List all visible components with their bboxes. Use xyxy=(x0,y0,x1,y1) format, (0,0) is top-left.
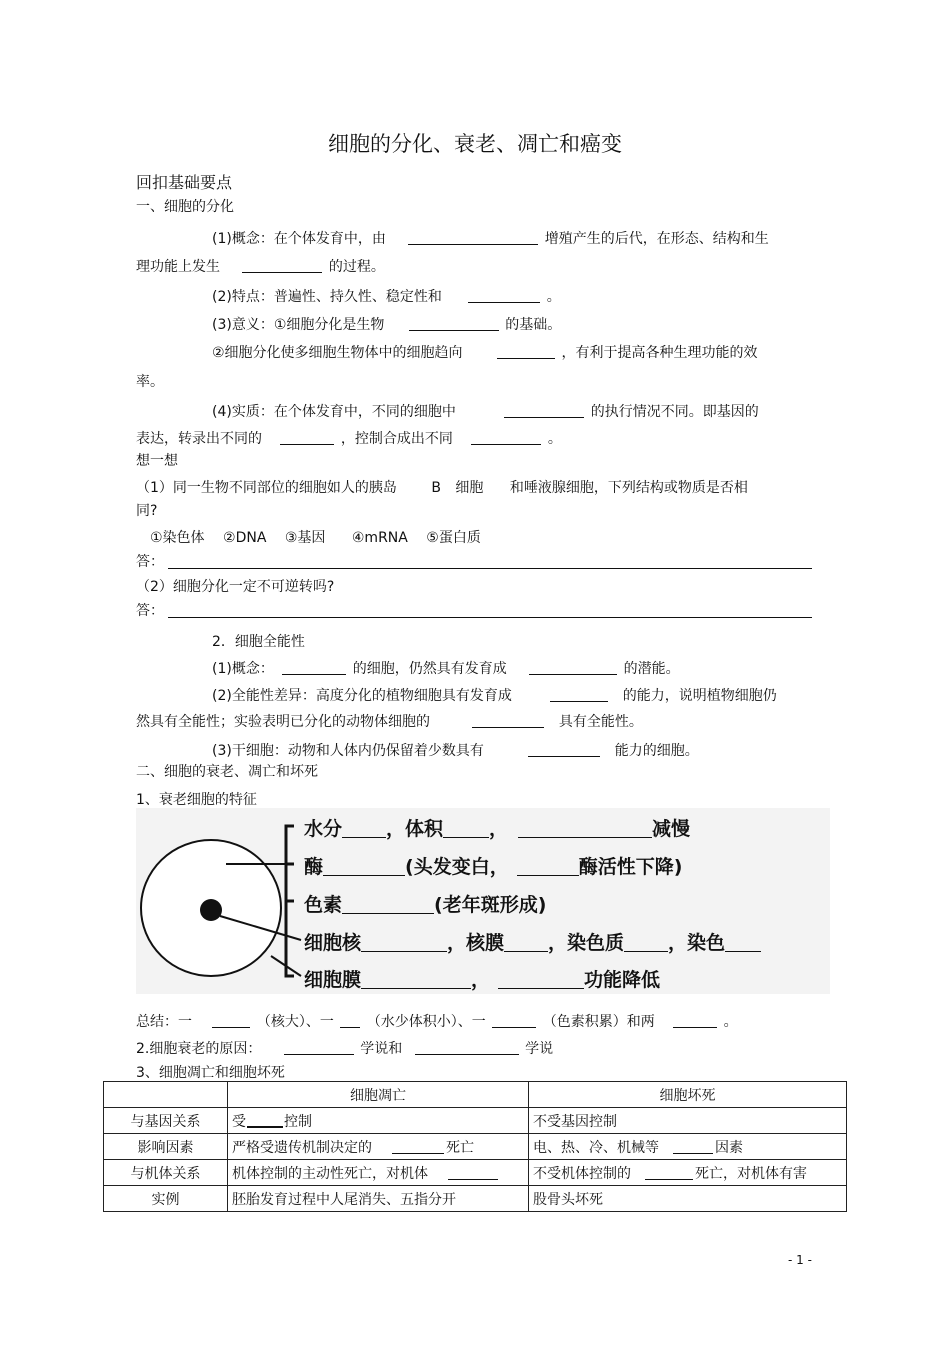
s3-heading: 二、细胞的衰老、凋亡和坏死 xyxy=(136,764,318,780)
cell-text: 死亡 xyxy=(446,1139,474,1156)
blank[interactable] xyxy=(212,1013,250,1028)
fig-r1-d: 减慢 xyxy=(652,818,691,840)
nucleus-shape xyxy=(200,899,222,921)
option-item: ⑤蛋白质 xyxy=(426,530,481,546)
apoptosis-necrosis-table xyxy=(103,1081,847,1212)
fig-r2-a: 酶 xyxy=(304,856,324,878)
think-q1-c: 细胞 xyxy=(455,480,484,496)
blank[interactable] xyxy=(518,819,652,838)
blank[interactable] xyxy=(448,1165,498,1180)
fig-r1-b: ，体积 xyxy=(386,818,444,840)
table-header-cell: 细胞坏死 xyxy=(529,1082,847,1108)
blank[interactable] xyxy=(517,857,579,876)
essence-line-1 xyxy=(212,401,759,421)
fig-r3-a: 色素 xyxy=(304,894,343,916)
blank[interactable] xyxy=(529,660,617,675)
feature-text-a: (2)特点：普遍性、持久性、稳定性和 xyxy=(212,289,442,305)
table-header-cell xyxy=(104,1082,228,1108)
essence-text-e: 。 xyxy=(547,431,562,447)
blank[interactable] xyxy=(528,742,600,757)
essence-line-2 xyxy=(136,428,562,448)
s2-stem xyxy=(212,740,699,760)
fig-r5-a: 细胞膜 xyxy=(304,969,362,991)
fig-r4-d: ，染色 xyxy=(668,932,726,954)
meaning2-text-a: ②细胞分化使多细胞生物体中的细胞趋向 xyxy=(212,345,463,361)
fig-r2-b: (头发变白， xyxy=(405,856,509,878)
blank[interactable] xyxy=(645,1165,693,1180)
cell-text: 受 xyxy=(232,1113,246,1130)
cell-text: 不受机体控制的 xyxy=(533,1165,631,1182)
summary-a: 总结：一 xyxy=(136,1014,192,1030)
summary-d: （色素积累）和两 xyxy=(542,1014,655,1030)
meaning-line-1 xyxy=(212,314,561,334)
blank[interactable] xyxy=(340,1013,360,1028)
meaning-line-2 xyxy=(212,342,757,362)
fig-r4-c: ，染色质 xyxy=(548,932,625,954)
necrosis-cell xyxy=(529,1160,847,1186)
blank[interactable] xyxy=(550,687,608,702)
think-q1-e: 同? xyxy=(136,503,158,519)
blank[interactable] xyxy=(342,895,434,914)
answer-label: 答： xyxy=(136,603,164,619)
section-main-heading: 回扣基础要点 xyxy=(136,173,233,192)
blank[interactable] xyxy=(725,933,761,952)
think-q1-d: 和唾液腺细胞，下列结构或物质是否相 xyxy=(509,480,748,496)
blank[interactable] xyxy=(323,857,405,876)
options-row xyxy=(150,527,481,547)
blank[interactable] xyxy=(361,933,447,952)
necrosis-cell xyxy=(529,1134,847,1160)
think-heading: 想一想 xyxy=(136,453,178,469)
fig-r4-a: 细胞核 xyxy=(304,932,362,954)
essence-text-b: 的执行情况不同。即基因的 xyxy=(590,404,759,420)
section-1-heading: 一、细胞的分化 xyxy=(136,199,234,215)
blank[interactable] xyxy=(280,430,334,445)
row-label: 与基因关系 xyxy=(104,1108,228,1134)
s2-c-c: 的潜能。 xyxy=(623,661,680,677)
concept-text-b: 增殖产生的后代，在形态、结构和生 xyxy=(544,231,769,247)
s2-concept xyxy=(212,658,680,678)
page-title: 细胞的分化、衰老、凋亡和癌变 xyxy=(328,132,622,156)
meaning2-text-b: ，有利于提高各种生理功能的效 xyxy=(561,345,758,361)
apoptosis-cell xyxy=(228,1160,529,1186)
blank[interactable] xyxy=(504,403,584,418)
fig-r5-b: ， xyxy=(471,969,491,991)
cell-text: 死亡，对机体有害 xyxy=(695,1165,807,1182)
fig-row-5 xyxy=(304,965,660,992)
cell-text: 胚胎发育过程中人尾消失、五指分开 xyxy=(232,1191,456,1208)
blank[interactable] xyxy=(492,1013,536,1028)
blank[interactable] xyxy=(247,1112,283,1128)
summary-c: （水少体积小）、一 xyxy=(366,1014,486,1030)
cell-text: 不受基因控制 xyxy=(533,1113,617,1130)
cell-text: 机体控制的主动性死亡，对机体 xyxy=(232,1165,428,1182)
table-row xyxy=(104,1160,847,1186)
blank[interactable] xyxy=(342,819,386,838)
summary-line xyxy=(136,1011,738,1031)
blank[interactable] xyxy=(673,1013,717,1028)
blank[interactable] xyxy=(497,344,555,359)
option-item: ②DNA xyxy=(223,530,267,546)
fig-r5-c: 功能降低 xyxy=(584,969,661,991)
think-q1 xyxy=(136,477,748,497)
fig-r2-c: 酶活性下降) xyxy=(578,856,683,878)
table-header-cell: 细胞凋亡 xyxy=(228,1082,529,1108)
blank[interactable] xyxy=(498,970,584,989)
s2-d-b: 的能力，说明植物细胞仍 xyxy=(622,688,777,704)
option-item: ④mRNA xyxy=(351,530,408,546)
blank[interactable] xyxy=(392,1139,444,1154)
option-item: ③基因 xyxy=(284,530,326,546)
concept-text-c: 理功能上发生 xyxy=(136,259,220,275)
s3-sub1: 1、衰老细胞的特征 xyxy=(136,792,257,808)
cause-c: 学说 xyxy=(525,1041,554,1057)
row-label: 与机体关系 xyxy=(104,1160,228,1186)
blank[interactable] xyxy=(408,230,538,245)
s2-c-a: (1)概念： xyxy=(212,661,274,677)
blank[interactable] xyxy=(415,1040,519,1055)
concept-line-2 xyxy=(136,256,385,276)
fig-row-2 xyxy=(304,852,682,879)
s2-diff-line-1 xyxy=(212,685,777,705)
think-q1-b: B xyxy=(431,480,441,496)
think-q1-a: （1）同一生物不同部位的细胞如人的胰岛 xyxy=(136,480,397,496)
answer-label: 答： xyxy=(136,554,164,570)
meaning-text-a: (3)意义：①细胞分化是生物 xyxy=(212,317,385,333)
cause-a: 2.细胞衰老的原因： xyxy=(136,1041,262,1057)
fig-r3-b: (老年斑形成) xyxy=(434,894,547,916)
blank[interactable] xyxy=(504,933,548,952)
concept-text-a: (1)概念：在个体发育中，由 xyxy=(212,231,386,247)
answer-line[interactable] xyxy=(168,568,812,569)
s2-d-a: (2)全能性差异：高度分化的植物细胞具有发育成 xyxy=(212,688,512,704)
s2-c-b: 的细胞，仍然具有发育成 xyxy=(352,661,507,677)
s2-stem-b: 能力的细胞。 xyxy=(614,743,699,759)
feature-text-b: 。 xyxy=(546,289,561,305)
blank[interactable] xyxy=(471,430,541,445)
blank[interactable] xyxy=(673,1139,713,1154)
table-header-row xyxy=(104,1082,847,1108)
cell-text: 电、热、冷、机械等 xyxy=(533,1139,659,1156)
answer-line[interactable] xyxy=(168,617,812,618)
fig-r1-c: ， xyxy=(489,818,509,840)
row-label: 实例 xyxy=(104,1186,228,1212)
concept-line-1 xyxy=(212,228,769,248)
think-q2: （2）细胞分化一定不可逆转吗? xyxy=(136,579,335,595)
fig-r1-a: 水分 xyxy=(304,818,343,840)
apoptosis-cell xyxy=(228,1108,529,1134)
cell-text: 股骨头坏死 xyxy=(533,1191,603,1208)
blank[interactable] xyxy=(409,316,499,331)
blank[interactable] xyxy=(284,1040,354,1055)
cell-text: 严格受遗传机制决定的 xyxy=(232,1139,372,1156)
s2-d-d: 具有全能性。 xyxy=(558,714,643,730)
blank[interactable] xyxy=(361,970,471,989)
cause-line xyxy=(136,1038,553,1058)
table-row xyxy=(104,1186,847,1212)
essence-text-a: (4)实质：在个体发育中，不同的细胞中 xyxy=(212,404,456,420)
aging-cell-figure xyxy=(136,808,830,994)
fig-row-4 xyxy=(304,928,761,955)
meaning-text-b: 的基础。 xyxy=(505,317,562,333)
s3-sub3: 3、细胞凋亡和细胞坏死 xyxy=(136,1065,285,1081)
row-label: 影响因素 xyxy=(104,1134,228,1160)
necrosis-cell xyxy=(529,1186,847,1212)
blank[interactable] xyxy=(468,288,540,303)
feature-line xyxy=(212,286,561,306)
blank[interactable] xyxy=(472,713,544,728)
blank[interactable] xyxy=(282,660,346,675)
blank[interactable] xyxy=(624,933,668,952)
table-row xyxy=(104,1108,847,1134)
meaning2-text-c: 率。 xyxy=(136,374,164,390)
fig-row-3 xyxy=(304,890,546,917)
necrosis-cell xyxy=(529,1108,847,1134)
fig-r4-b: ，核膜 xyxy=(447,932,505,954)
apoptosis-cell xyxy=(228,1186,529,1212)
s2-d-c: 然具有全能性；实验表明已分化的动物体细胞的 xyxy=(136,714,430,730)
apoptosis-cell xyxy=(228,1134,529,1160)
s2-stem-a: (3)干细胞：动物和人体内仍保留着少数具有 xyxy=(212,743,484,759)
page-number: - 1 - xyxy=(788,1253,812,1267)
option-item: ①染色体 xyxy=(150,530,205,546)
essence-text-c: 表达，转录出不同的 xyxy=(136,431,262,447)
summary-b: （核大）、一 xyxy=(256,1014,334,1030)
blank[interactable] xyxy=(443,819,489,838)
concept-text-d: 的过程。 xyxy=(328,259,385,275)
cell-text: 因素 xyxy=(715,1139,743,1156)
cell-text: 控制 xyxy=(284,1113,312,1130)
table-row xyxy=(104,1134,847,1160)
cause-b: 学说和 xyxy=(360,1041,403,1057)
blank[interactable] xyxy=(242,258,322,273)
summary-e: 。 xyxy=(723,1014,738,1030)
s2-heading: 2．细胞全能性 xyxy=(212,634,305,650)
essence-text-d: ，控制合成出不同 xyxy=(340,431,453,447)
fig-row-1 xyxy=(304,814,690,841)
s2-diff-line-2 xyxy=(136,711,643,731)
